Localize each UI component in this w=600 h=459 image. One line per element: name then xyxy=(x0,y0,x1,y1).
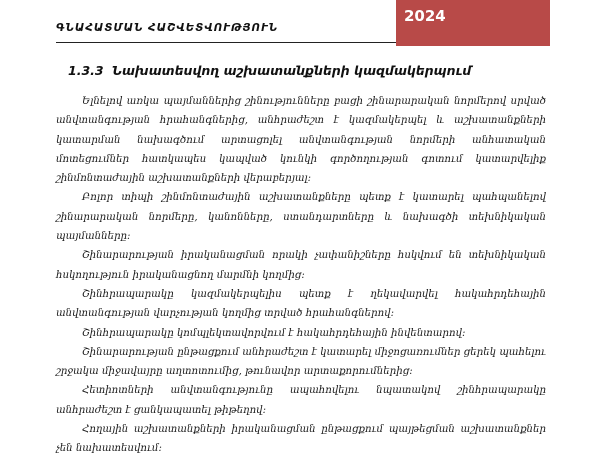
paragraph: Շինհրապարակը կոմպլեկտավորվում է հակահրդեհային ինվենտարով: xyxy=(82,327,466,339)
running-header-title: ԳՆԱՀԱՏՄԱՆ ՀԱՇՎԵՏՎՈՒԹՅՈՒՆ xyxy=(56,22,279,34)
year-label: 2024 xyxy=(404,7,446,25)
body-text xyxy=(56,92,546,459)
year-badge xyxy=(396,0,550,46)
paragraph: Շինարարության իրականացման որակի չափանիշները հսկվում են տեխնիկական հսկողություն իրականացնող մարմնի կողմից: xyxy=(56,250,546,281)
section-heading xyxy=(68,63,471,78)
section-title: Նախատեսվող աշխատանքների կազմակերպում xyxy=(111,63,472,78)
section-number: 1.3.3 xyxy=(68,63,104,78)
paragraph: Շինհրապարակը կազմակերպելիս պետք է ղեկավարվել հակահրդեհային անվտանգության վարչության կողմից տրված հրահանգներով: xyxy=(56,288,546,320)
paragraph: Հետիոտների անվտանգությունը ապահովելու նպատակով շինհրապարակը անհրաժեշտ է ցանկապատել թիթեղով: xyxy=(56,385,546,416)
paragraph: Բոլոր տիպի շինմոնտաժային աշխատանքները պետք է կատարել պահպանելով շինարարական նորմերը, կանոնները, ստանդարտները և նախագծի տեխնիկական պայմանները: xyxy=(56,192,546,243)
header-divider xyxy=(56,42,396,43)
paragraph: Շինարարության ընթացքում անհրաժեշտ է կատարել միջոցառումներ ցերեկ պահելու շրջակա միջավայրը աղտոտումից, թունավոր արտաքորումներից: xyxy=(56,346,546,378)
paragraph: Ելնելով առկա պայմաններից շինությունները բացի շինարարական նորմերով սրված անվտանգության հրահանգներից, անհրաժեշտ է կազմակերպել և աշխատանքների կատարման նախագծում արտացոլել անվտանգության նորմերի անհատական մոտեցումներ հատկապես կապված կունկի գործողության գոտում կատարվելիք շինմոնտաժային աշխատանքների վերաբերյալ: xyxy=(56,96,546,185)
paragraph: Հողային աշխատանքների իրականացման ընթացքում պայթեցման աշխատանքներ չեն նախատեսվում: xyxy=(56,424,546,455)
